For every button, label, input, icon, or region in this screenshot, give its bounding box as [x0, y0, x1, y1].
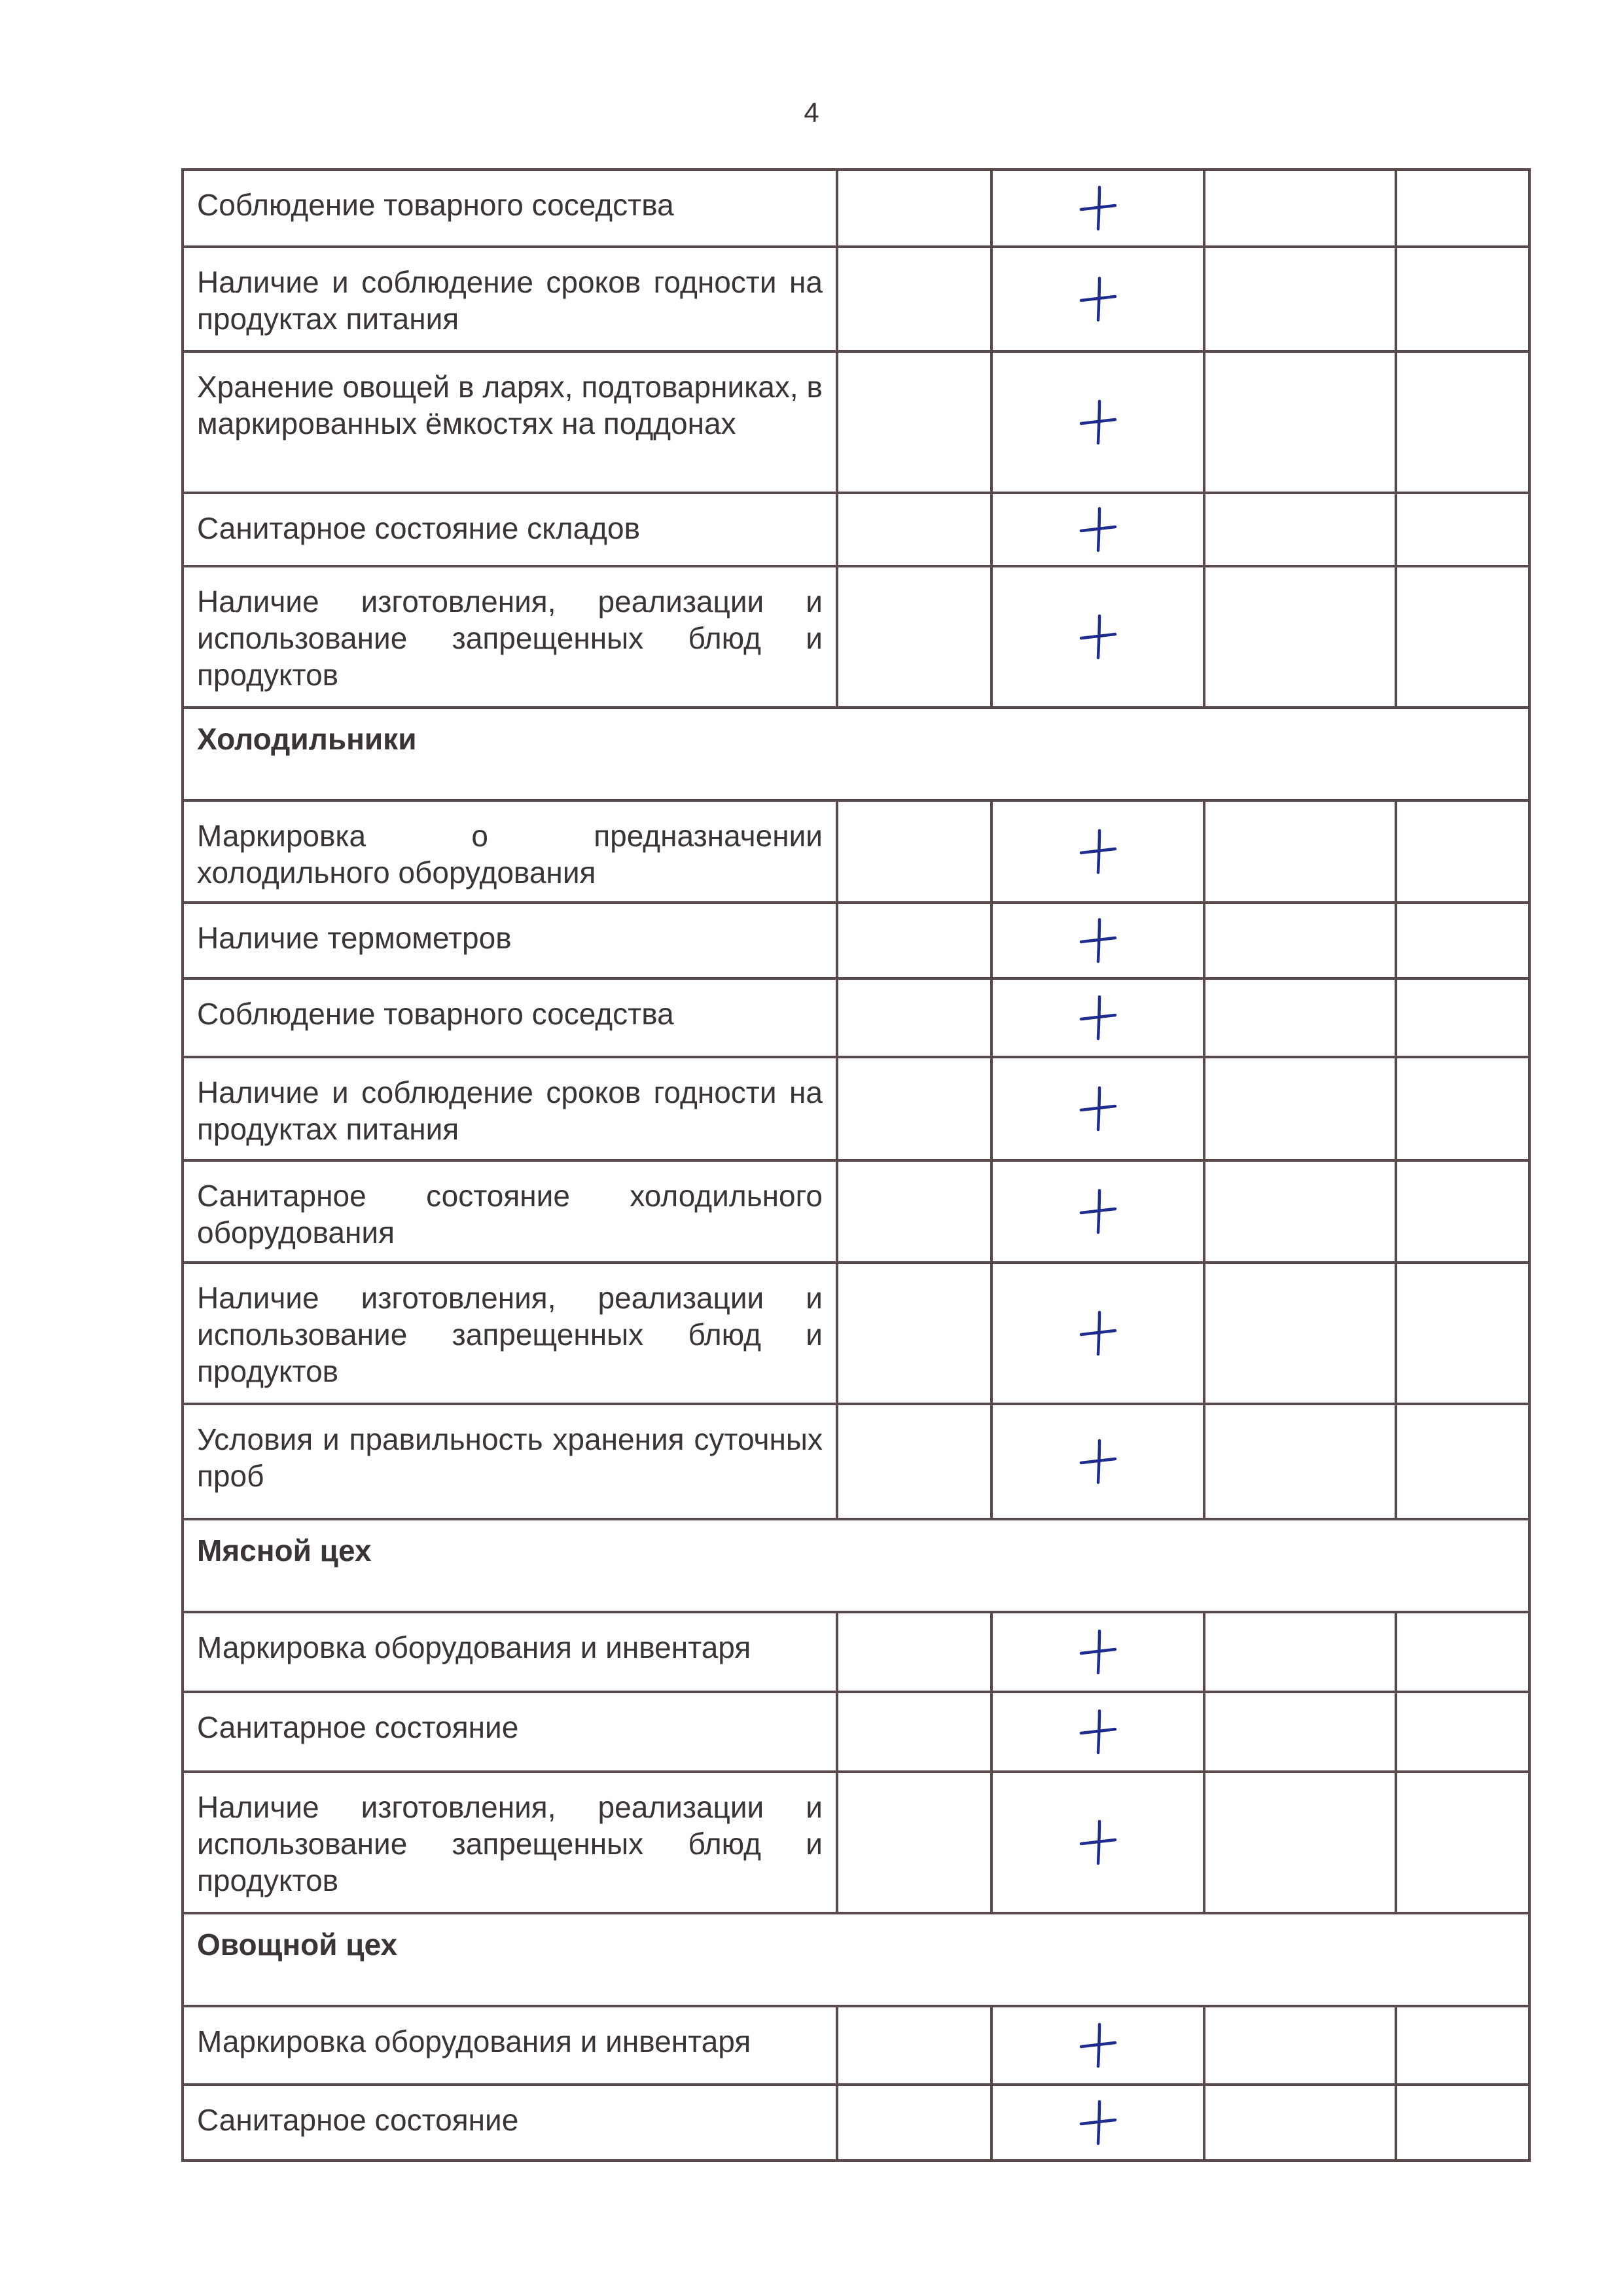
- column-3-cell: [1204, 800, 1396, 903]
- handwritten-plus-mark: [1077, 2098, 1119, 2147]
- handwritten-plus-mark: [1077, 1437, 1119, 1486]
- checklist-row: [183, 351, 1529, 493]
- column-4-cell: [1396, 493, 1529, 566]
- criterion-label: Наличие и соблюдение сроков годности на продуктах питания: [183, 1057, 837, 1160]
- criterion-label: Санитарное состояние складов: [183, 493, 837, 566]
- criterion-label: Наличие изготовления, реализации и использование запрещенных блюд и продуктов: [183, 566, 837, 708]
- column-4-cell: [1396, 170, 1529, 247]
- criterion-label: Санитарное состояние: [183, 2085, 837, 2161]
- checklist-row: [183, 247, 1529, 351]
- compliance-cell: [991, 1057, 1204, 1160]
- handwritten-plus-mark: [1077, 916, 1119, 965]
- compliance-cell: [991, 247, 1204, 351]
- column-3-cell: [1204, 1263, 1396, 1404]
- handwritten-plus-mark: [1077, 397, 1119, 447]
- column-4-cell: [1396, 1160, 1529, 1263]
- page-number: 4: [804, 97, 819, 128]
- column-3-cell: [1204, 2085, 1396, 2161]
- column-3-cell: [1204, 170, 1396, 247]
- column-1-cell: [837, 170, 991, 247]
- checklist-row: [183, 1612, 1529, 1692]
- column-4-cell: [1396, 566, 1529, 708]
- column-3-cell: [1204, 351, 1396, 493]
- checklist-row: [183, 1160, 1529, 1263]
- criterion-label: Наличие и соблюдение сроков годности на продуктах питания: [183, 247, 837, 351]
- column-1-cell: [837, 1772, 991, 1913]
- criterion-label: Наличие изготовления, реализации и использование запрещенных блюд и продуктов: [183, 1772, 837, 1913]
- handwritten-plus-mark: [1077, 1187, 1119, 1236]
- checklist-row: [183, 1692, 1529, 1772]
- checklist-row: [183, 2085, 1529, 2161]
- column-3-cell: [1204, 566, 1396, 708]
- column-1-cell: [837, 2006, 991, 2085]
- column-4-cell: [1396, 800, 1529, 903]
- column-1-cell: [837, 2085, 991, 2161]
- column-4-cell: [1396, 1263, 1529, 1404]
- criterion-label: Санитарное состояние: [183, 1692, 837, 1772]
- checklist-row: [183, 1772, 1529, 1913]
- section-title: Мясной цех: [183, 1519, 1529, 1612]
- handwritten-plus-mark: [1077, 1084, 1119, 1134]
- column-3-cell: [1204, 1404, 1396, 1519]
- checklist-row: [183, 1404, 1529, 1519]
- checklist-row: [183, 800, 1529, 903]
- column-1-cell: [837, 903, 991, 978]
- column-4-cell: [1396, 1772, 1529, 1913]
- section-header-row: [183, 1519, 1529, 1612]
- column-4-cell: [1396, 978, 1529, 1057]
- column-3-cell: [1204, 493, 1396, 566]
- handwritten-plus-mark: [1077, 1707, 1119, 1757]
- column-1-cell: [837, 247, 991, 351]
- column-4-cell: [1396, 903, 1529, 978]
- column-1-cell: [837, 978, 991, 1057]
- column-3-cell: [1204, 978, 1396, 1057]
- compliance-cell: [991, 2006, 1204, 2085]
- column-3-cell: [1204, 1057, 1396, 1160]
- column-1-cell: [837, 1263, 991, 1404]
- handwritten-plus-mark: [1077, 505, 1119, 554]
- checklist-row: [183, 903, 1529, 978]
- checklist-row: [183, 2006, 1529, 2085]
- column-1-cell: [837, 566, 991, 708]
- compliance-cell: [991, 1772, 1204, 1913]
- criterion-label: Наличие термометров: [183, 903, 837, 978]
- inspection-checklist-table: [181, 168, 1531, 2162]
- criterion-label: Маркировка оборудования и инвентаря: [183, 2006, 837, 2085]
- compliance-cell: [991, 351, 1204, 493]
- criterion-label: Условия и правильность хранения суточных проб: [183, 1404, 837, 1519]
- checklist-row: [183, 170, 1529, 247]
- column-4-cell: [1396, 1692, 1529, 1772]
- handwritten-plus-mark: [1077, 274, 1119, 324]
- checklist-row: [183, 493, 1529, 566]
- handwritten-plus-mark: [1077, 827, 1119, 876]
- compliance-cell: [991, 2085, 1204, 2161]
- criterion-label: Санитарное состояние холодильного оборудования: [183, 1160, 837, 1263]
- compliance-cell: [991, 903, 1204, 978]
- column-3-cell: [1204, 2006, 1396, 2085]
- compliance-cell: [991, 1612, 1204, 1692]
- handwritten-plus-mark: [1077, 993, 1119, 1043]
- compliance-cell: [991, 1404, 1204, 1519]
- checklist-row: [183, 1263, 1529, 1404]
- column-4-cell: [1396, 1057, 1529, 1160]
- criterion-label: Маркировка оборудования и инвентаря: [183, 1612, 837, 1692]
- compliance-cell: [991, 978, 1204, 1057]
- compliance-cell: [991, 1263, 1204, 1404]
- column-1-cell: [837, 1692, 991, 1772]
- column-3-cell: [1204, 1612, 1396, 1692]
- column-1-cell: [837, 1404, 991, 1519]
- handwritten-plus-mark: [1077, 612, 1119, 662]
- criterion-label: Маркировка о предназначении холодильного оборудования: [183, 800, 837, 903]
- criterion-label: Хранение овощей в ларях, подтоварниках, в маркированных ёмкостях на поддонах: [183, 351, 837, 493]
- handwritten-plus-mark: [1077, 1627, 1119, 1677]
- handwritten-plus-mark: [1077, 183, 1119, 233]
- criterion-label: Соблюдение товарного соседства: [183, 978, 837, 1057]
- column-1-cell: [837, 1057, 991, 1160]
- compliance-cell: [991, 1160, 1204, 1263]
- section-title: Холодильники: [183, 708, 1529, 800]
- column-3-cell: [1204, 1160, 1396, 1263]
- column-3-cell: [1204, 1772, 1396, 1913]
- column-1-cell: [837, 1160, 991, 1263]
- handwritten-plus-mark: [1077, 1818, 1119, 1867]
- column-3-cell: [1204, 247, 1396, 351]
- criterion-label: Наличие изготовления, реализации и использование запрещенных блюд и продуктов: [183, 1263, 837, 1404]
- criterion-label: Соблюдение товарного соседства: [183, 170, 837, 247]
- column-1-cell: [837, 800, 991, 903]
- section-header-row: [183, 1913, 1529, 2006]
- column-3-cell: [1204, 903, 1396, 978]
- column-1-cell: [837, 493, 991, 566]
- compliance-cell: [991, 170, 1204, 247]
- checklist-row: [183, 566, 1529, 708]
- checklist-row: [183, 978, 1529, 1057]
- checklist-row: [183, 1057, 1529, 1160]
- compliance-cell: [991, 800, 1204, 903]
- compliance-cell: [991, 1692, 1204, 1772]
- compliance-cell: [991, 566, 1204, 708]
- column-4-cell: [1396, 1612, 1529, 1692]
- column-4-cell: [1396, 1404, 1529, 1519]
- column-4-cell: [1396, 2006, 1529, 2085]
- compliance-cell: [991, 493, 1204, 566]
- section-title: Овощной цех: [183, 1913, 1529, 2006]
- handwritten-plus-mark: [1077, 1308, 1119, 1358]
- section-header-row: [183, 708, 1529, 800]
- column-1-cell: [837, 1612, 991, 1692]
- column-4-cell: [1396, 247, 1529, 351]
- column-1-cell: [837, 351, 991, 493]
- handwritten-plus-mark: [1077, 2020, 1119, 2070]
- column-3-cell: [1204, 1692, 1396, 1772]
- column-4-cell: [1396, 2085, 1529, 2161]
- column-4-cell: [1396, 351, 1529, 493]
